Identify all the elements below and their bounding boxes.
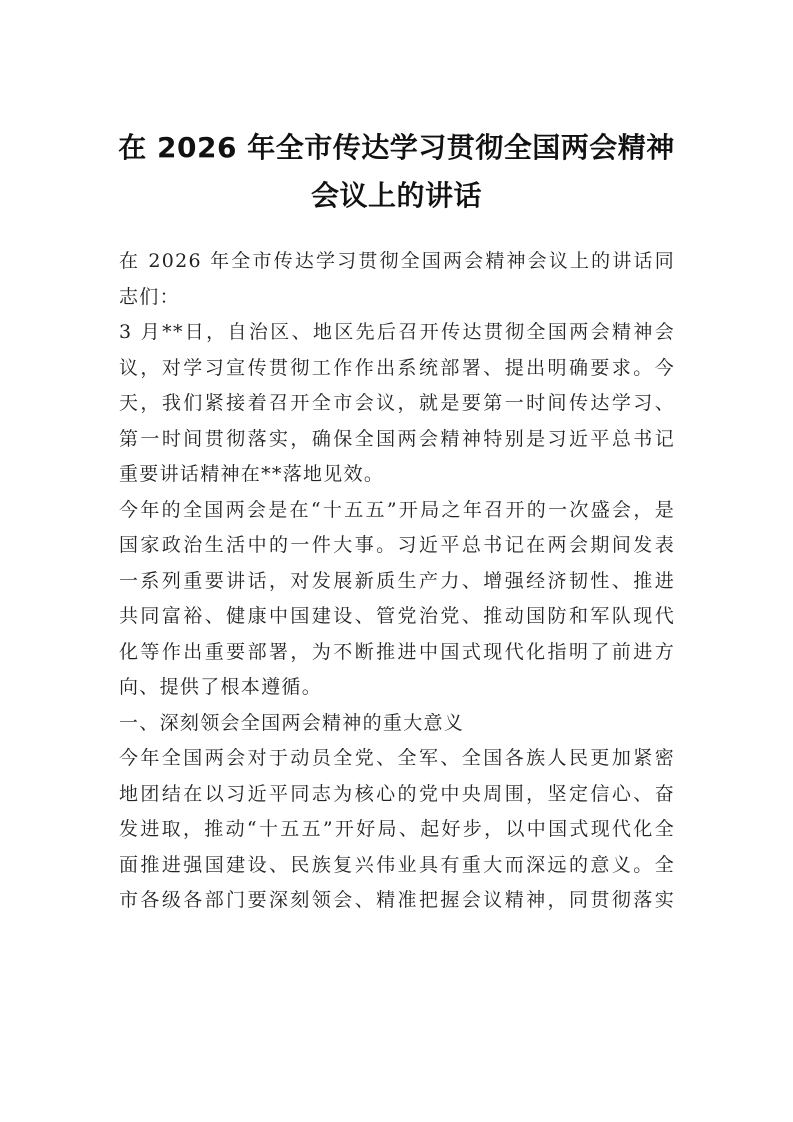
document-body [119, 244, 675, 919]
paragraph-heading-salutation [119, 244, 675, 315]
text-line: 3 月**日，自治区、地区先后召开传达贯彻全国两会精神会 [119, 321, 675, 343]
text-line: 市各级各部门要深刻领会、精准把握会议精神，同贯彻落实 [119, 889, 675, 911]
text-line: 志们： [119, 285, 180, 308]
title-line-2: 会议上的讲话 [310, 179, 482, 212]
text-line: 第一时间贯彻落实，确保全国两会精神特别是习近平总书记 [119, 427, 675, 450]
text-line: 面推进强国建设、民族复兴伟业具有重大而深远的意义。全 [119, 853, 675, 876]
text-line: 议，对学习宣传贯彻工作作出系统部署、提出明确要求。今 [119, 356, 675, 379]
text-line: 国家政治生活中的一件大事。习近平总书记在两会期间发表 [119, 534, 675, 556]
text-line: 一系列重要讲话，对发展新质生产力、增强经济韧性、推进 [119, 569, 675, 592]
paragraph-significance [119, 741, 675, 919]
text-line: 地团结在以习近平同志为核心的党中央周围，坚定信心、奋 [119, 782, 675, 805]
title-line-1: 在 2026 年全市传达学习贯彻全国两会精神 [118, 131, 675, 164]
text-line: 在 2026 年全市传达学习贯彻全国两会精神会议上的讲话同 [119, 250, 675, 272]
paragraph-intro [119, 315, 675, 493]
document-title [100, 124, 693, 220]
text-line: 今年全国两会对于动员全党、全军、全国各族人民更加紧密 [119, 747, 675, 769]
text-line: 向、提供了根本遵循。 [119, 676, 323, 698]
section-heading-1 [119, 706, 675, 742]
text-line: 发进取，推动“十五五”开好局、起好步，以中国式现代化全 [119, 818, 675, 840]
text-line: 重要讲话精神在**落地见效。 [119, 463, 385, 485]
text-line: 共同富裕、健康中国建设、管党治党、推动国防和军队现代 [119, 605, 675, 627]
paragraph-context [119, 493, 675, 706]
text-line: 天，我们紧接着召开全市会议，就是要第一时间传达学习、 [119, 392, 675, 414]
text-line: 化等作出重要部署，为不断推进中国式现代化指明了前进方 [119, 640, 675, 663]
section-heading-text: 一、深刻领会全国两会精神的重大意义 [119, 711, 465, 734]
text-line: 今年的全国两会是在“十五五”开局之年召开的一次盛会，是 [119, 498, 675, 521]
